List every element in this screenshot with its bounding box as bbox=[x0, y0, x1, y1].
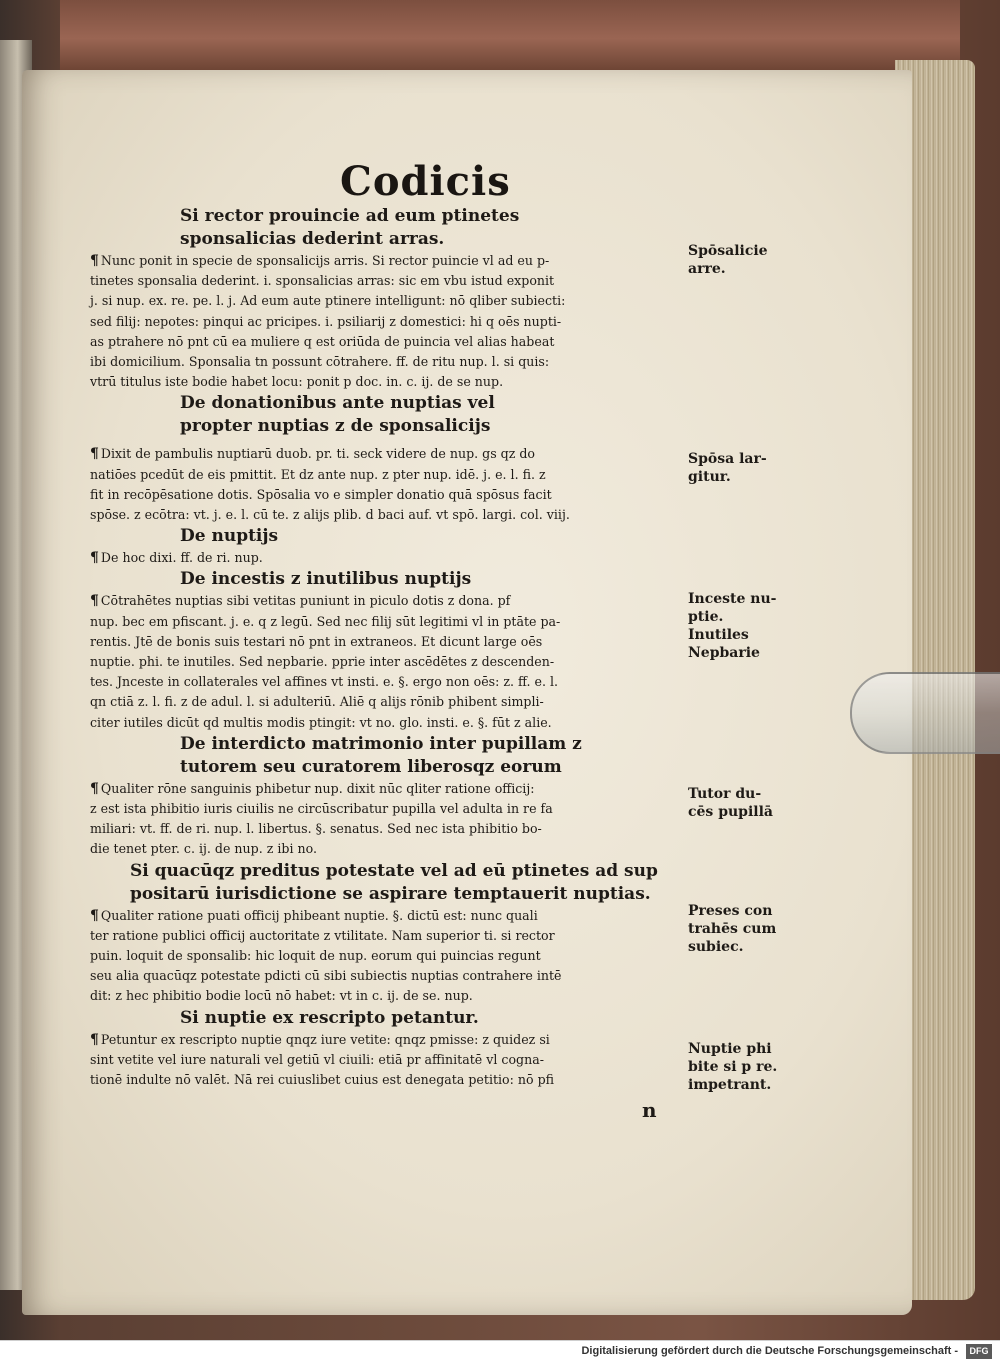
margin-note: Spōsa lar- gitur. bbox=[688, 451, 767, 485]
commentary-paragraph: ¶ Dixit de pambulis nuptiarū duob. pr. ti. seck videre de nup. gs qz do natiōes pcedūt de eis pmittit. Et dz ante nup. z pter nup. idē. j. e. l. fi. z fit in recōpēsatione dotis. Spōsalia vo e simpler donatio quā spōsus facit spōse. z ecōtra: vt. j. e. l. cū te. z alijs plib. d baci auf. vt spō. largi. col. viij. bbox=[90, 446, 570, 523]
section-heading: Si quacūqz preditus potestate vel ad eū ptinetes ad sup positarū iurisdictione se aspirare temptauerit nuptias. bbox=[130, 860, 658, 904]
book-cover-top bbox=[60, 0, 960, 70]
commentary-paragraph: ¶ Qualiter rōne sanguinis phibetur nup. dixit nūc qliter ratione officij: z est ista phibitio iuris ciuilis ne circūscribatur pupilla vel adulta in re fa miliari: vt. ff. de ri. nup. l. libertus. §. senatus. Sed nec ista phibitio bo- die tenet pter. c. ij. de nup. z ibi no. bbox=[90, 780, 553, 857]
section-heading: De donationibus ante nuptias vel propter nuptias z de sponsalicijs bbox=[180, 393, 495, 437]
paragraph-mark-icon: ¶ bbox=[90, 550, 99, 567]
section-heading: Si rector prouincie ad eum ptinetes sponsalicias dederint arras. bbox=[180, 206, 520, 249]
commentary-paragraph: ¶ Qualiter ratione puati officij phibeant nuptie. §. dictū est: nunc quali ter ratione publici officij auctoritate z vtilitate. Nam superior ti. si rector puin. loquit de sponsalib: hic loquit de nup. eorum qui puincias regunt seu alia quacūqz potestate pdicti cū sibi subiectis nuptias contrahere intē dit: z hec phibitio bodie locū nō habet: vt in c. ij. de se. nup. bbox=[90, 907, 562, 1004]
footer-bar bbox=[0, 1340, 1000, 1363]
margin-note: Inceste nu- ptie. Inutiles Nepbarie bbox=[688, 591, 777, 661]
margin-note: Preses con trahēs cum subiec. bbox=[688, 903, 777, 955]
running-head: Codicis bbox=[340, 158, 511, 205]
section-heading: Si nuptie ex rescripto petantur. bbox=[180, 1007, 479, 1028]
paragraph-mark-icon: ¶ bbox=[90, 780, 99, 797]
dfg-logo-icon: DFG bbox=[966, 1344, 992, 1359]
book-page bbox=[22, 70, 912, 1315]
commentary-paragraph: ¶ Cōtrahētes nuptias sibi vetitas puniunt in piculo dotis z dona. pf nup. bec em pfiscant. j. e. q z legū. Sed nec filij sūt legitimi vl in ptāte pa- rentis. Jtē de bonis suis testari nō pnt in extraneos. Et dicunt large oēs nuptie. phi. te inutiles. Sed nepbarie. pprie inter ascēdētes z descenden- tes. Jnceste in collaterales vel affines vt insti. e. §. ergo non oēs: z. ff. e. l. qn ctiā z. l. fi. z de adul. l. si adulteriū. Aliē q alijs rōnib phibent simpli- citer iutiles dicūt qd multis modis ptingit: vt no. glo. insti. e. §. fūt z alie. bbox=[90, 593, 561, 730]
margin-note: Tutor du- cēs pupillā bbox=[688, 786, 773, 820]
signature-mark: n bbox=[642, 1098, 657, 1122]
main-text bbox=[90, 205, 690, 1090]
commentary-paragraph: ¶ Nunc ponit in specie de sponsalicijs arris. Si rector puincie vl ad eu p- tinetes sponsalia dederint. i. sponsalicias arras: sic em vbu istud exponit j. si nup. ex. re. pe. l. j. Ad eum aute ptinere intelligunt: nō qliber subiecti: sed filij: nepotes: pinqui ac pricipes. i. psiliarij z domestici: hi q oēs nupti- as ptrahere nō pnt cū ea muliere q est oriūda de puincia vel alias habeat ibi domicilium. Sponsalia tn possunt cōtrahere. ff. de ritu nup. l. si quis: vtrū titulus iste bodie habet locu: ponit p doc. in. c. ij. de se nup. bbox=[90, 253, 566, 390]
page-clip bbox=[850, 672, 1000, 754]
section-heading: De nuptijs bbox=[180, 526, 279, 547]
paragraph-mark-icon: ¶ bbox=[90, 1031, 99, 1048]
paragraph-mark-icon: ¶ bbox=[90, 446, 99, 463]
funding-credit: Digitalisierung gefördert durch die Deutsche Forschungsgemeinschaft - bbox=[581, 1345, 958, 1357]
margin-note: Nuptie phi bite si p re. impetrant. bbox=[688, 1041, 778, 1093]
section-heading: De incestis z inutilibus nuptijs bbox=[180, 569, 472, 590]
paragraph-mark-icon: ¶ bbox=[90, 593, 99, 610]
paragraph-mark-icon: ¶ bbox=[90, 907, 99, 924]
section-heading: De interdicto matrimonio inter pupillam z tutorem seu curatorem liberosqz eorum bbox=[180, 733, 582, 777]
commentary-paragraph: ¶ De hoc dixi. ff. de ri. nup. bbox=[90, 550, 263, 567]
commentary-paragraph: ¶ Petuntur ex rescripto nuptie qnqz iure vetite: qnqz pmisse: z quidez si sint vetite vel iure naturali vel getiū vl ciuili: etiā pr affinitatē vl cogna- tionē indulte nō valēt. Nā rei cuiuslibet cuius est denegata petitio: nō pfi bbox=[90, 1031, 555, 1088]
paragraph-mark-icon: ¶ bbox=[90, 253, 99, 269]
margin-note: Spōsalicie arre. bbox=[688, 243, 768, 277]
